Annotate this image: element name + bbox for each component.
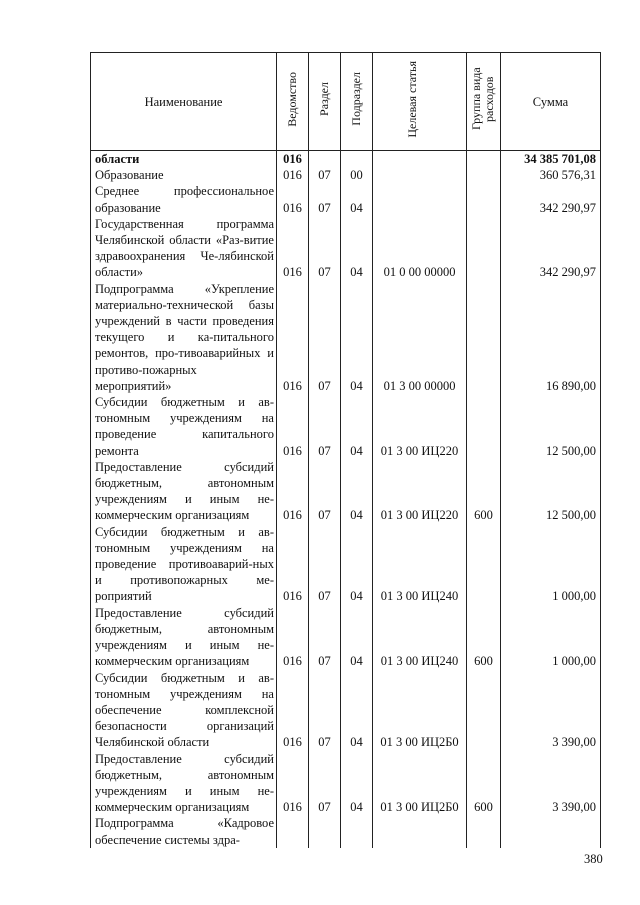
row-summa: 12 500,00 [501,394,601,459]
row-name: Предоставление субсидий бюджетным, автономным учреждениям и иным не-коммерческим организациям [91,459,277,524]
row-name: Государственная программа Челябинской области «Раз-витие здравоохранения Че-лябинской области» [91,216,277,281]
row-name: Образование [91,167,277,183]
row-celevaya-statya: 01 0 00 00000 [373,216,467,281]
row-summa: 34 385 701,08 [501,151,601,168]
row-name: Субсидии бюджетным и ав-тономным учреждениям на проведение противоаварий-ных и противопожарных ме-роприятий [91,524,277,605]
row-celevaya-statya: 01 3 00 ИЦ220 [373,459,467,524]
row-vedomstvo: 016 [277,524,309,605]
header-podrazdel: Подраздел [341,53,373,151]
row-razdel [309,815,341,847]
page-number: 380 [584,852,603,866]
row-podrazdel: 04 [341,216,373,281]
row-razdel: 07 [309,459,341,524]
row-name: Субсидии бюджетным и ав-тономным учреждениям на обеспечение комплексной безопасности организаций Челябинской области [91,670,277,751]
row-summa: 3 390,00 [501,751,601,816]
row-razdel: 07 [309,670,341,751]
row-gruppa [467,281,501,394]
row-podrazdel: 04 [341,605,373,670]
row-razdel: 07 [309,751,341,816]
row-gruppa [467,524,501,605]
table-row [91,459,601,524]
row-summa: 342 290,97 [501,183,601,215]
row-vedomstvo: 016 [277,394,309,459]
row-vedomstvo: 016 [277,167,309,183]
row-celevaya-statya: 01 3 00 ИЦ220 [373,394,467,459]
row-gruppa [467,167,501,183]
row-vedomstvo [277,815,309,847]
row-gruppa [467,394,501,459]
table-row [91,167,601,183]
header-summa: Сумма [501,53,601,151]
row-name: Предоставление субсидий бюджетным, автономным учреждениям и иным не-коммерческим организациям [91,751,277,816]
row-gruppa [467,151,501,168]
row-summa: 342 290,97 [501,216,601,281]
row-podrazdel: 04 [341,183,373,215]
row-celevaya-statya [373,167,467,183]
row-podrazdel [341,151,373,168]
row-podrazdel: 04 [341,394,373,459]
row-summa: 1 000,00 [501,605,601,670]
table-row [91,183,601,215]
header-celevaya-statya: Целевая статья [373,53,467,151]
row-vedomstvo: 016 [277,670,309,751]
row-celevaya-statya: 01 3 00 ИЦ240 [373,524,467,605]
table-header-row [91,53,601,151]
row-celevaya-statya: 01 3 00 ИЦ240 [373,605,467,670]
row-gruppa: 600 [467,751,501,816]
table-body [91,151,601,848]
row-celevaya-statya: 01 3 00 ИЦ2Б0 [373,670,467,751]
header-name: Наименование [91,53,277,151]
table-row [91,524,601,605]
row-name: Подпрограмма «Кадровое обеспечение системы здра- [91,815,277,847]
row-gruppa: 600 [467,459,501,524]
row-name: Субсидии бюджетным и ав-тономным учреждениям на проведение капитального ремонта [91,394,277,459]
row-razdel: 07 [309,394,341,459]
row-razdel [309,151,341,168]
row-celevaya-statya [373,815,467,847]
row-summa: 3 390,00 [501,670,601,751]
row-summa: 12 500,00 [501,459,601,524]
row-razdel: 07 [309,281,341,394]
row-razdel: 07 [309,524,341,605]
row-podrazdel [341,815,373,847]
row-podrazdel: 04 [341,670,373,751]
row-vedomstvo: 016 [277,183,309,215]
table-row [91,815,601,847]
budget-table [90,52,601,848]
table-row [91,216,601,281]
row-podrazdel: 00 [341,167,373,183]
row-celevaya-statya: 01 3 00 ИЦ2Б0 [373,751,467,816]
row-razdel: 07 [309,605,341,670]
row-celevaya-statya [373,151,467,168]
table-row [91,281,601,394]
row-razdel: 07 [309,216,341,281]
row-podrazdel: 04 [341,459,373,524]
table-row [91,605,601,670]
header-vedomstvo: Ведомство [277,53,309,151]
row-gruppa [467,183,501,215]
row-summa: 360 576,31 [501,167,601,183]
row-summa: 16 890,00 [501,281,601,394]
row-vedomstvo: 016 [277,281,309,394]
header-razdel: Раздел [309,53,341,151]
row-vedomstvo: 016 [277,605,309,670]
row-gruppa: 600 [467,605,501,670]
table-row [91,670,601,751]
row-name: Подпрограмма «Укрепление материально-технической базы учреждений в части проведения текущего и ка-питального ремонтов, про-тивоаварийных и противо-пожарных мероприятий» [91,281,277,394]
row-summa: 1 000,00 [501,524,601,605]
row-razdel: 07 [309,167,341,183]
row-podrazdel: 04 [341,281,373,394]
table-row [91,751,601,816]
row-razdel: 07 [309,183,341,215]
row-vedomstvo: 016 [277,151,309,168]
table-row [91,151,601,168]
row-summa [501,815,601,847]
row-podrazdel: 04 [341,524,373,605]
row-gruppa [467,815,501,847]
row-vedomstvo: 016 [277,751,309,816]
row-vedomstvo: 016 [277,216,309,281]
header-gruppa-vida-rashodov: Группа вида расходов [467,53,501,151]
row-name: Среднее профессиональное образование [91,183,277,215]
row-name: области [91,151,277,168]
row-celevaya-statya [373,183,467,215]
row-gruppa [467,670,501,751]
row-celevaya-statya: 01 3 00 00000 [373,281,467,394]
row-podrazdel: 04 [341,751,373,816]
table-row [91,394,601,459]
row-gruppa [467,216,501,281]
row-name: Предоставление субсидий бюджетным, автономным учреждениям и иным не-коммерческим организациям [91,605,277,670]
row-vedomstvo: 016 [277,459,309,524]
